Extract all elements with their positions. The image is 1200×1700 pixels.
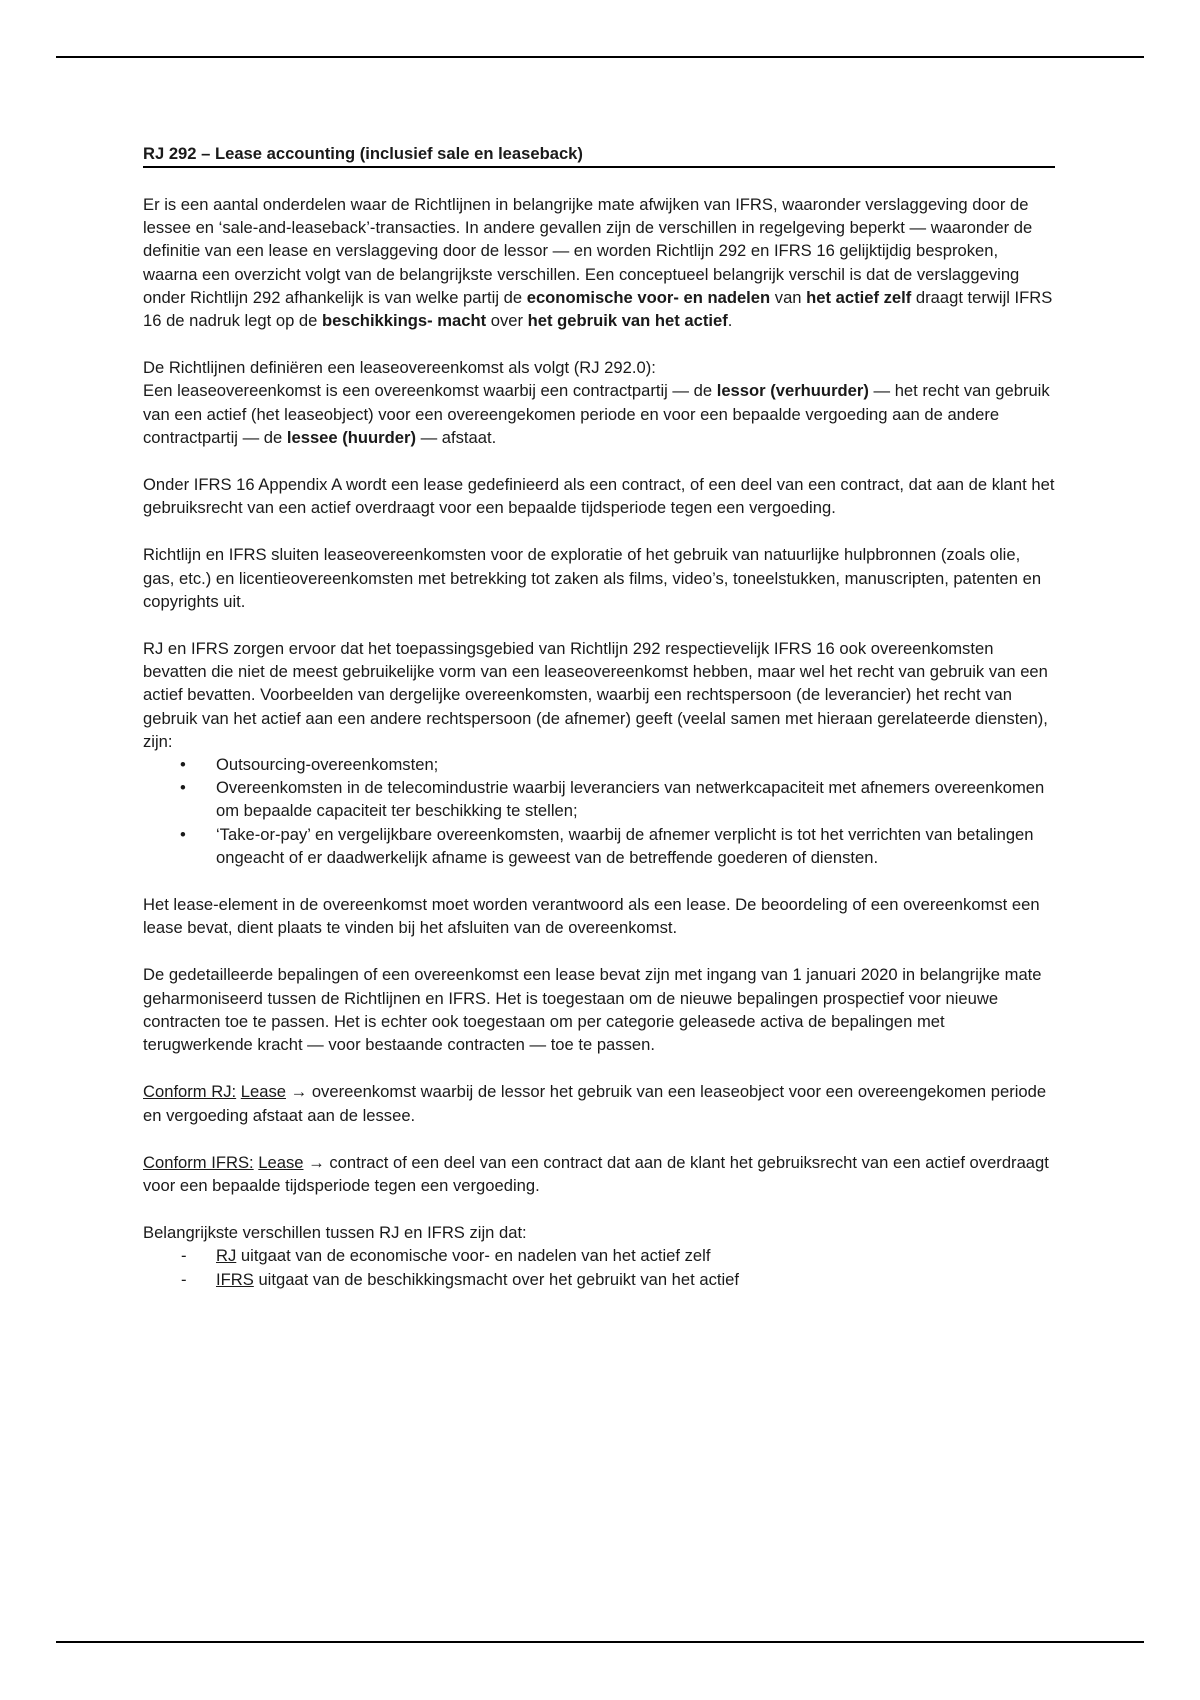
- exclusions-paragraph: Richtlijn en IFRS sluiten leaseovereenkomsten voor de exploratie of het gebruik van natuurlijke hulpbronnen (zoals olie, gas, etc.) en licentieovereenkomsten met betrekking tot zaken als films, video’s, toneelstukken, manuscripten, patenten en copyrights uit.: [143, 545, 1042, 611]
- difference-text: uitgaat van de beschikkingsmacht over het gebruikt van het actief: [258, 1269, 740, 1289]
- text-span: De Richtlijnen definiëren een leaseovereenkomst als volgt (RJ 292.0):: [143, 358, 656, 378]
- definition-text: overeenkomst waarbij de lessor het gebruik van een leaseobject voor een overeengekomen periode en vergoeding afstaat aan de lessee.: [143, 1082, 1047, 1125]
- definition-label: Conform IFRS:: [143, 1152, 254, 1172]
- differences-list: [143, 1244, 1055, 1290]
- bold-text: het gebruik van het actief: [527, 311, 728, 331]
- text-span: .: [727, 311, 733, 331]
- list-item-text: ‘Take-or-pay’ en vergelijkbare overeenkomsten, waarbij de afnemer verplicht is tot het verrichten van betalingen ongeacht of er daadwerkelijk afname is geweest van de betreffende goederen of diensten.: [216, 824, 1034, 867]
- list-item-text: Overeenkomsten in de telecomindustrie waarbij leveranciers van netwerkcapaciteit met afnemers overeenkomen om bepaalde capaciteit ter beschikking te stellen;: [216, 778, 1045, 821]
- text-span: over: [486, 311, 528, 331]
- list-item: [143, 753, 1055, 776]
- list-item: [143, 823, 1055, 869]
- list-item: [143, 1244, 1055, 1267]
- bullet-icon: •: [180, 824, 186, 844]
- page-title: RJ 292 – Lease accounting (inclusief sale en leaseback): [143, 143, 1055, 168]
- text-span: Er is een aantal onderdelen waar de Richtlijnen in belangrijke mate afwijken van IFRS, waaronder verslaggeving door de lessee en ‘sale-and-leaseback’-transacties. In andere gevallen zijn de verschillen in regelgeving beperkt — waaronder de definitie van een lease en verslaggeving door de lessor — en worden Richtlijn 292 en IFRS 16 gelijktijdig besproken, waarna een overzicht volgt van de belangrijkste verschillen. Een conceptueel belangrijk verschil is dat de verslaggeving onder Richtlijn 292 afhankelijk is van welke partij de: [143, 195, 1033, 307]
- text-span: — het recht van gebruik van een actief (het leaseobject) voor een overeengekomen periode en voor een bepaalde vergoeding aan de andere contractpartij — de: [143, 381, 1050, 447]
- list-item-text: Outsourcing-overeenkomsten;: [216, 755, 439, 775]
- list-item: [143, 776, 1055, 822]
- difference-term: IFRS: [216, 1269, 254, 1289]
- dash-icon: -: [181, 1269, 187, 1289]
- arrow-right-icon: →: [290, 1082, 308, 1102]
- intro-paragraph: [143, 193, 1055, 332]
- document-body: [143, 143, 1055, 1291]
- text-span: — afstaat.: [415, 427, 497, 447]
- definition-text: contract of een deel van een contract dat aan de klant het gebruiksrecht van een actief overdraagt voor een bepaalde tijdsperiode tegen een vergoeding.: [143, 1152, 1049, 1195]
- definition-ifrs: [143, 1151, 1055, 1197]
- arrow-right-icon: →: [308, 1152, 325, 1172]
- definition-term: Lease: [258, 1152, 304, 1172]
- difference-term: RJ: [216, 1246, 237, 1266]
- rj-definition-paragraph: [143, 356, 1055, 449]
- definition-label: Conform RJ:: [143, 1082, 237, 1102]
- bullet-icon: •: [180, 755, 186, 775]
- definition-term: Lease: [240, 1082, 286, 1102]
- harmonisation-paragraph: De gedetailleerde bepalingen of een overeenkomst een lease bevat zijn met ingang van 1 januari 2020 in belangrijke mate geharmoniseerd tussen de Richtlijnen en IFRS. Het is toegestaan om de nieuwe bepalingen prospectief voor nieuwe contracten toe te passen. Het is echter ook toegestaan om per categorie geleasede activa de bepalingen met terugwerkende kracht — voor bestaande contracten — toe te passen.: [143, 965, 1042, 1055]
- difference-text: uitgaat van de economische voor- en nadelen van het actief zelf: [240, 1246, 711, 1266]
- text-span: van: [770, 287, 807, 307]
- definition-rj: [143, 1080, 1055, 1126]
- examples-list: [143, 753, 1055, 869]
- text-span: Een leaseovereenkomst is een overeenkomst waarbij een contractpartij — de: [143, 381, 717, 401]
- text-span: draagt terwijl IFRS 16 de nadruk legt op de: [143, 287, 1053, 331]
- header-rule: [56, 56, 1144, 58]
- bold-text: lessor (verhuurder): [716, 381, 869, 401]
- dash-icon: -: [181, 1246, 187, 1266]
- scope-paragraph: RJ en IFRS zorgen ervoor dat het toepassingsgebied van Richtlijn 292 respectievelijk IFRS 16 ook overeenkomsten bevatten die niet de meest gebruikelijke vorm van een leaseovereenkomst hebben, maar wel het recht van gebruik van een actief bevatten. Voorbeelden van dergelijke overeenkomsten, waarbij een rechtspersoon (de leverancier) het recht van gebruik van het actief aan een andere rechtspersoon (de afnemer) geeft (veelal samen met hieraan gerelateerde diensten), zijn:: [143, 639, 1048, 751]
- lease-element-paragraph: Het lease-element in de overeenkomst moet worden verantwoord als een lease. De beoordeling of een overeenkomst een lease bevat, dient plaats te vinden bij het afsluiten van de overeenkomst.: [143, 895, 1040, 938]
- bold-text: economische voor- en nadelen: [526, 287, 771, 307]
- bold-text: beschikkings- macht: [321, 311, 487, 331]
- footer-rule: [56, 1641, 1144, 1643]
- bullet-icon: •: [180, 778, 186, 798]
- ifrs-definition-paragraph: Onder IFRS 16 Appendix A wordt een lease gedefinieerd als een contract, of een deel van een contract, dat aan de klant het gebruiksrecht van een actief overdraagt voor een bepaalde tijdsperiode tegen een vergoeding.: [143, 475, 1055, 518]
- list-item: [143, 1268, 1055, 1291]
- bold-text: het actief zelf: [806, 287, 912, 307]
- bold-text: lessee (huurder): [286, 427, 416, 447]
- differences-intro: Belangrijkste verschillen tussen RJ en IFRS zijn dat:: [143, 1223, 527, 1243]
